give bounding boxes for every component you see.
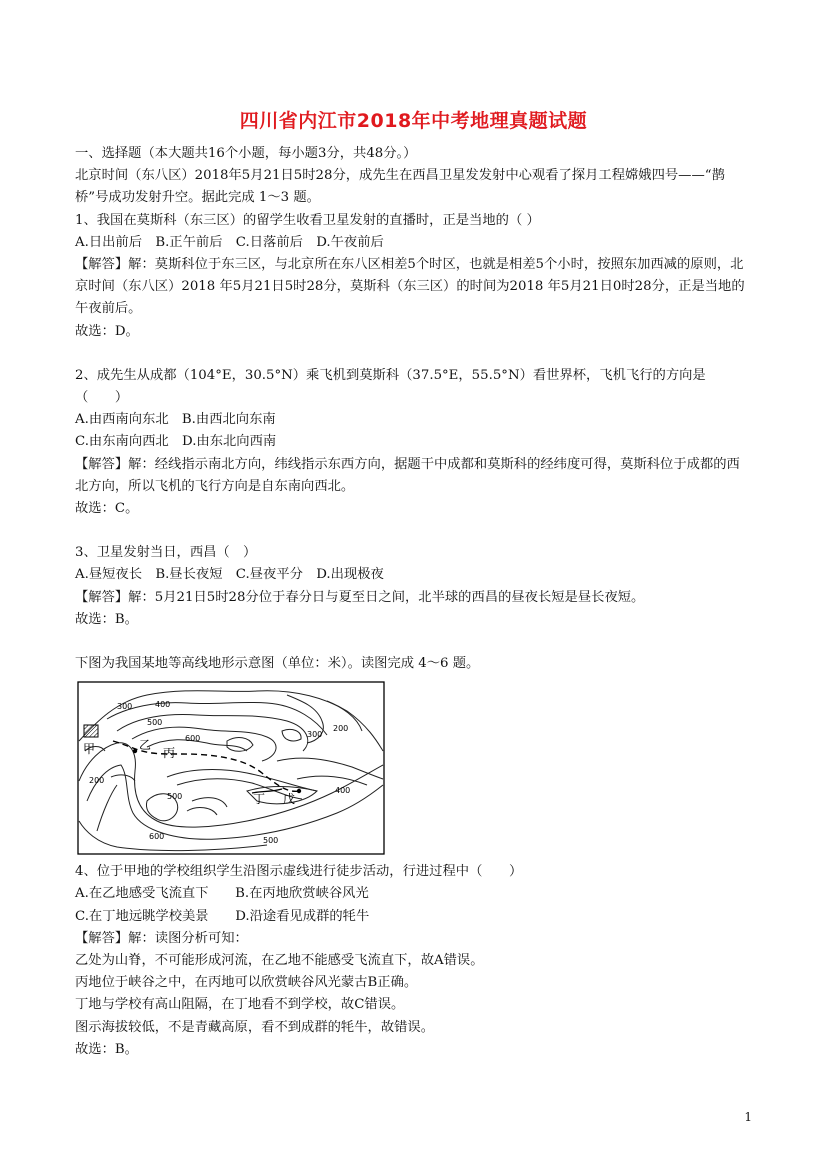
question-2-answer: 【解答】解：经线指示南北方向，纬线指示东西方向，据题干中成都和莫斯科的经纬度可得，莫斯科位于成都的西北方向，所以飞机的飞行方向是自东南向西北。 [75,456,740,494]
question-2-stem: 2、成先生从成都（104°E，30.5°N）乘飞机到莫斯科（37.5°E，55.5°N）看世界杯，飞机飞行的方向是（ ） [75,367,706,406]
place-label-bing: 丙 [163,746,176,761]
place-label-jia: 甲 [83,742,96,757]
section-header: 一、选择题（本大题共16个小题，每小题3分，共48分。） [75,146,417,161]
contour-label: 400 [335,786,351,796]
contour-label: 500 [263,836,279,846]
question-4-explain-2: 丙地位于峡谷之中，在丙地可以欣赏峡谷风光蒙古B正确。 [75,975,418,991]
question-4-explain-4: 图示海拔较低，不是青藏高原，看不到成群的牦牛，故错误。 [75,1019,435,1035]
contour-label: 500 [167,792,183,802]
question-4-options-1: A.在乙地感受飞流直下 B.在丙地欣赏峡谷风光 [75,886,369,902]
question-2-choice: 故选：C。 [75,501,139,517]
question-2-options-1: A.由西南向东北 B.由西北向东南 [75,412,276,428]
question-4-options-2: C.在丁地远眺学校美景 D.沿途看见成群的牦牛 [75,908,370,924]
question-4-explain-1: 乙处为山脊，不可能形成河流，在乙地不能感受飞流直下，故A错误。 [75,953,484,969]
question-4-stem: 4、位于甲地的学校组织学生沿图示虚线进行徒步活动，行进过程中（ ） [75,864,523,880]
question-4-choice: 故选：B。 [75,1041,138,1057]
document-body [75,143,751,1061]
question-1-options: A.日出前后 B.正午前后 C.日落前后 D.午夜前后 [75,234,384,250]
question-2-options-2: C.由东南向西北 D.由东北向西南 [75,434,277,450]
page-title: 四川省内江市2018年中考地理真题试题 [239,110,588,132]
contour-label: 600 [185,734,201,744]
place-label-wu: 戊 [283,792,296,807]
contour-label: 600 [149,832,165,842]
question-1-answer: 【解答】解：莫斯科位于东三区，与北京所在东八区相差5个时区，也就是相差5个小时，按照东加西减的原则，北京时间（东八区）2018 年5月21日5时28分，莫斯科（东三区）的时间为2018 年5月21日0时28分，正是当地的午夜前后。 [75,257,745,317]
question-4-answer-intro: 【解答】解：读图分析可知： [75,930,248,946]
contour-label: 200 [89,776,105,786]
contour-label: 300 [117,702,133,712]
map-intro: 下图为我国某地等高线地形示意图（单位：米）。读图完成 4～6 题。 [75,656,480,672]
question-1-stem: 1、我国在莫斯科（东三区）的留学生收看卫星发射的直播时，正是当地的（ ） [75,212,540,228]
contour-label: 400 [155,700,171,710]
contour-label: 500 [147,718,163,728]
page-number: 1 [744,1110,752,1124]
question-4-explain-3: 丁地与学校有高山阻隔，在丁地看不到学校，故C错误。 [75,997,405,1013]
question-1-choice: 故选：D。 [75,323,139,339]
question-3-stem: 3、卫星发射当日，西昌（ ） [75,545,257,561]
intro-paragraph: 北京时间（东八区）2018年5月21日5时28分，成先生在西昌卫星发发射中心观看了探月工程嫦娥四号——“鹊桥”号成功发射升空。据此完成 1～3 题。 [75,168,725,206]
question-3-answer: 【解答】解：5月21日5时28分位于春分日与夏至日之间，北半球的西昌的昼夜长短是昼长夜短。 [75,589,645,605]
contour-map [77,681,385,855]
contour-label: 200 [333,724,349,734]
contour-label: 300 [307,730,323,740]
question-3-choice: 故选：B。 [75,611,138,627]
place-label-yi: 乙 [139,738,152,753]
question-3-options: A.昼短夜长 B.昼长夜短 C.昼夜平分 D.出现极夜 [75,567,384,583]
place-label-ding: 丁 [253,792,266,807]
